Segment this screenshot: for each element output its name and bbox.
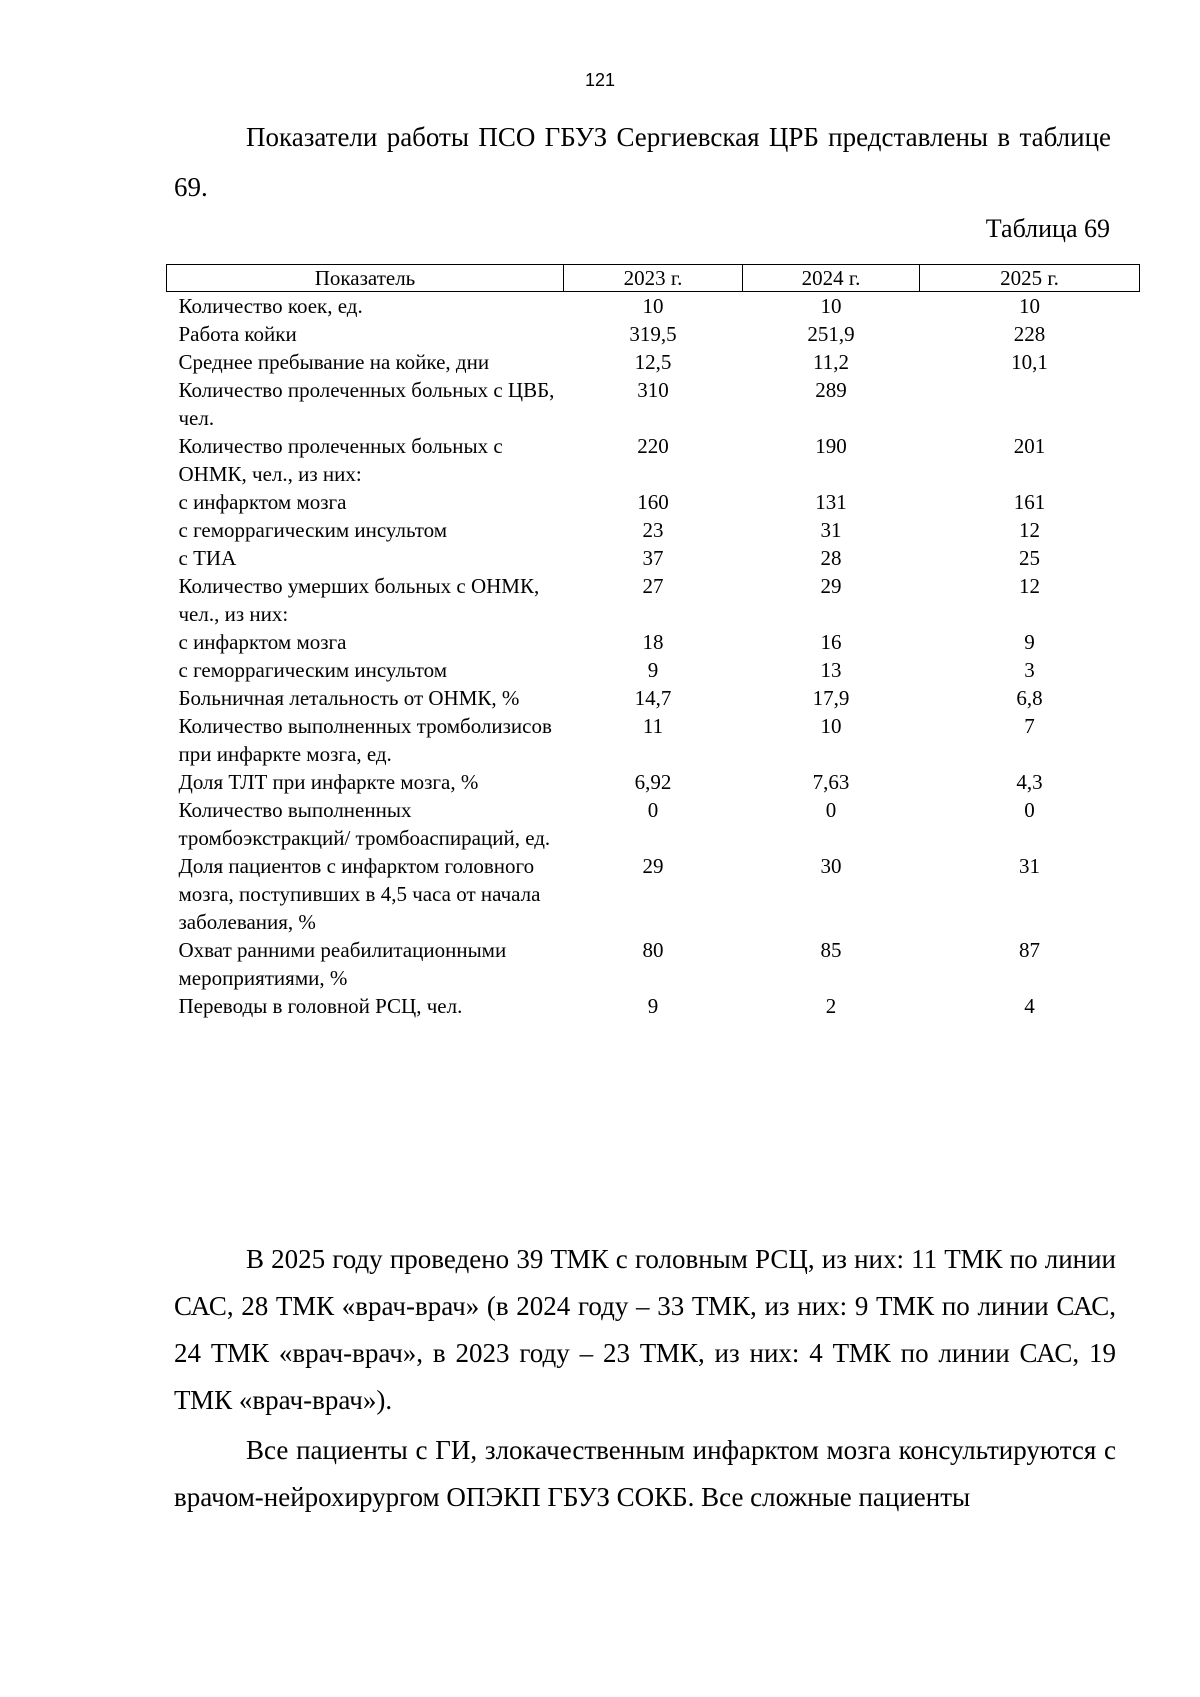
value-2023: 80 bbox=[642, 938, 664, 962]
table-row bbox=[167, 292, 1140, 321]
value-2025: 87 bbox=[1019, 938, 1040, 962]
value-2025: 0 bbox=[1024, 798, 1035, 822]
row-label: с геморрагическим инсультом bbox=[178, 658, 448, 682]
value-2025: 6,8 bbox=[1016, 686, 1043, 710]
value-2025: 201 bbox=[1013, 434, 1046, 458]
header-2025: 2025 г. bbox=[920, 265, 1140, 292]
value-2024: 251,9 bbox=[807, 322, 855, 346]
value-2023: 37 bbox=[642, 546, 664, 570]
row-label: Переводы в головной РСЦ, чел. bbox=[178, 994, 463, 1018]
table-row bbox=[167, 488, 1140, 516]
value-2025 bbox=[920, 376, 1140, 432]
row-label: с инфарктом мозга bbox=[178, 630, 347, 654]
value-2023: 11 bbox=[642, 714, 664, 738]
table-body bbox=[167, 292, 1140, 1021]
value-2024: 10 bbox=[820, 714, 842, 738]
value-2025: 31 bbox=[1019, 854, 1040, 878]
table-row bbox=[167, 936, 1140, 992]
value-2023: 14,7 bbox=[634, 686, 672, 710]
table-row bbox=[167, 712, 1140, 768]
value-2024: 131 bbox=[815, 490, 847, 514]
value-2023: 10 bbox=[642, 294, 664, 318]
value-2023: 220 bbox=[637, 434, 669, 458]
intro-paragraph: Показатели работы ПСО ГБУЗ Сергиевская ЦРБ представлены в таблице 69. bbox=[174, 122, 1111, 202]
table-row bbox=[167, 432, 1140, 488]
value-2023: 27 bbox=[642, 574, 664, 598]
value-2024: 11,2 bbox=[813, 350, 849, 374]
value-2023: 23 bbox=[642, 518, 664, 542]
indicators-table bbox=[166, 264, 1140, 1020]
row-label: Количество пролеченных больных с ОНМК, чел., из них: bbox=[178, 434, 503, 486]
value-2023: 9 bbox=[647, 658, 659, 682]
table-row bbox=[167, 544, 1140, 572]
row-label: Среднее пребывание на койке, дни bbox=[178, 350, 490, 374]
table-row bbox=[167, 656, 1140, 684]
value-2023: 0 bbox=[647, 798, 659, 822]
value-2025: 10 bbox=[1019, 294, 1040, 318]
value-2025: 9 bbox=[1024, 630, 1035, 654]
value-2023: 6,92 bbox=[634, 770, 672, 794]
row-label: с ТИА bbox=[178, 546, 237, 570]
value-2023: 319,5 bbox=[629, 322, 677, 346]
table-row bbox=[167, 992, 1140, 1020]
value-2025: 4 bbox=[1024, 994, 1035, 1018]
value-2024: 10 bbox=[820, 294, 842, 318]
consult-paragraph: Все пациенты с ГИ, злокачественным инфарктом мозга консультируются с врачом-нейрохирургом ОПЭКП ГБУЗ СОКБ. Все сложные пациенты bbox=[174, 1435, 1116, 1512]
value-2023: 12,5 bbox=[634, 350, 672, 374]
value-2023: 310 bbox=[637, 378, 669, 402]
table-row bbox=[167, 768, 1140, 796]
table-row bbox=[167, 684, 1140, 712]
row-label: Больничная летальность от ОНМК, % bbox=[178, 686, 520, 710]
value-2025: 12 bbox=[1019, 518, 1040, 542]
value-2025: 10,1 bbox=[1011, 350, 1048, 374]
table-row bbox=[167, 376, 1140, 432]
value-2024: 17,9 bbox=[812, 686, 850, 710]
value-2024: 0 bbox=[825, 798, 837, 822]
value-2023: 9 bbox=[647, 994, 659, 1018]
value-2023: 18 bbox=[642, 630, 664, 654]
indicators-table-wrapper bbox=[166, 264, 1140, 1020]
value-2025: 12 bbox=[1019, 574, 1040, 598]
table-row bbox=[167, 572, 1140, 628]
value-2024: 31 bbox=[820, 518, 842, 542]
value-2024: 2 bbox=[825, 994, 837, 1018]
value-2023: 29 bbox=[642, 854, 664, 878]
value-2025: 3 bbox=[1024, 658, 1035, 682]
table-row bbox=[167, 348, 1140, 376]
table-row bbox=[167, 516, 1140, 544]
page-number: 121 bbox=[584, 70, 616, 90]
table-caption: Таблица 69 bbox=[985, 214, 1110, 243]
row-label: с геморрагическим инсультом bbox=[178, 518, 448, 542]
value-2025: 25 bbox=[1019, 546, 1040, 570]
table-header-row bbox=[167, 265, 1140, 292]
value-2024: 190 bbox=[815, 434, 847, 458]
tmk-paragraph: В 2025 году проведено 39 ТМК с головным РСЦ, из них: 11 ТМК по линии САС, 28 ТМК «врач-врач» (в 2024 году – 33 ТМК, из них: 9 ТМК по линии САС, 24 ТМК «врач-врач», в 2023 году – 23 ТМК, из них: 4 ТМК по линии САС, 19 ТМК «врач-врач»). bbox=[174, 1244, 1116, 1415]
value-2024: 30 bbox=[820, 854, 842, 878]
value-2024: 7,63 bbox=[812, 770, 850, 794]
value-2024: 289 bbox=[815, 378, 847, 402]
value-2024: 16 bbox=[820, 630, 842, 654]
value-2025: 161 bbox=[1013, 490, 1046, 514]
row-label: с инфарктом мозга bbox=[178, 490, 347, 514]
table-row bbox=[167, 320, 1140, 348]
value-2024: 13 bbox=[820, 658, 842, 682]
row-label: Количество выполненных тромбоэкстракций/ тромбоаспираций, ед. bbox=[178, 798, 551, 850]
row-label: Работа койки bbox=[178, 322, 297, 346]
value-2024: 29 bbox=[820, 574, 842, 598]
header-2023: 2023 г. bbox=[564, 265, 743, 292]
row-label: Количество коек, ед. bbox=[178, 294, 363, 318]
value-2025: 7 bbox=[1024, 714, 1035, 738]
row-label: Доля ТЛТ при инфаркте мозга, % bbox=[178, 770, 479, 794]
value-2025: 4,3 bbox=[1016, 770, 1043, 794]
value-2023: 160 bbox=[637, 490, 669, 514]
row-label: Количество умерших больных с ОНМК, чел., из них: bbox=[178, 574, 540, 626]
table-row bbox=[167, 628, 1140, 656]
table-row bbox=[167, 852, 1140, 936]
header-indicator: Показатель bbox=[167, 265, 564, 292]
value-2024: 28 bbox=[820, 546, 842, 570]
table-row bbox=[167, 796, 1140, 852]
row-label: Охват ранними реабилитационными мероприятиями, % bbox=[178, 938, 507, 990]
value-2025: 228 bbox=[1013, 322, 1046, 346]
header-2024: 2024 г. bbox=[743, 265, 920, 292]
value-2024: 85 bbox=[820, 938, 842, 962]
row-label: Количество пролеченных больных с ЦВБ, чел. bbox=[178, 378, 555, 430]
row-label: Количество выполненных тромболизисов при инфаркте мозга, ед. bbox=[178, 714, 552, 766]
row-label: Доля пациентов с инфарктом головного мозга, поступивших в 4,5 часа от начала заболевания, % bbox=[178, 854, 541, 934]
